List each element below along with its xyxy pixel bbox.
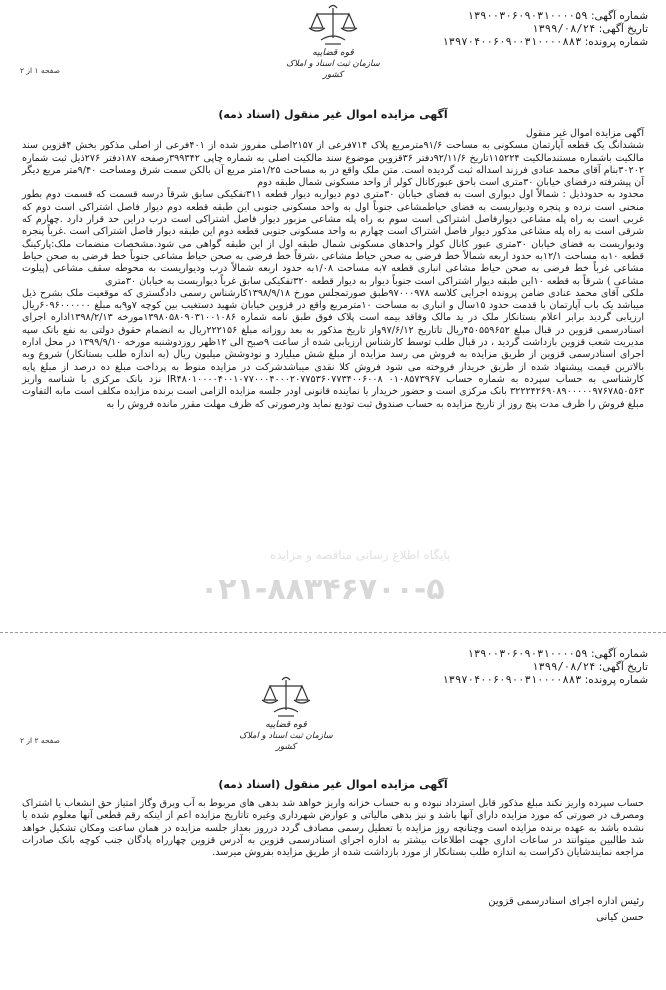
emblem-org-line1: قوه قضاییه	[265, 720, 307, 730]
emblem-org-line2: سازمان ثبت اسناد و املاک کشور	[239, 731, 333, 752]
watermark-text: پایگاه اطلاع رسانی مناقصه و مزایده	[270, 548, 451, 562]
file-number-label: شماره پرونده:	[584, 36, 648, 48]
ad-date-label: تاریخ آگهی:	[598, 23, 648, 35]
notice-title: آگهی مزایده اموال غیر منقول (اسناد ذمه)	[218, 778, 448, 791]
notice-paragraph: حساب سپرده واریز نکند مبلغ مذکور قابل استرداد نبوده و به حساب خزانه واریز خواهد شد بدهی های مربوط به آب وبرق وگاز امتیاز حق انشعاب یا اشتراک ومصرف در صورتی که مورد مزایده دارای آنها باشد و نیز بدهی مالیاتی و عوارض شهرداری وغیره تاتاریخ مزایده اعم از اینکه رقم قطعی آنها معلوم شده یا نشده باشد به عهده برنده مزایده است وچنانچه روز مزایده با تعطیل رسمی مصادف گردد درروز بعداز جلسه مزایده در همان ساعت ومکان تشکیل خواهد شد طالبین میتوانند در ساعات اداری جهت اطلاعات بیشتر به اداره اجرای اسنادرسمی قزوین به آدرس قزوین چهارراه پادگان جنب کوچه بانک صادرات مراجعه نمایندشایان ذکراست به اندازه طلب بستانکار از مورد بازداشت شده از طریق مزایده بفروش میرسد.	[22, 798, 644, 859]
emblem-org-line2: سازمان ثبت اسناد و املاک کشور	[286, 59, 380, 80]
file-number-label: شماره پرونده:	[584, 674, 648, 686]
document-page-2	[0, 640, 666, 990]
ad-number-label: شماره آگهی:	[590, 10, 648, 22]
ad-number-label: شماره آگهی:	[590, 648, 648, 660]
ad-date-value: ۱۳۹۹/۰۸/۲۴	[532, 661, 596, 673]
notice-paragraph: ملکی آقای محمد عنادی ضامن پرونده اجرایی کلاسه ۹۷۰۰۰۹۷۸طبق صورتمجلس مورخ ۱۳۹۸/۹/۱۸کارشناس رسمی دادگستری که موقعیت ملک بشرح ذیل میباشد یک باب آپارتمان با قدمت حدود ۱۵سال و انباری به مساحت ۱۰مترمربع واقع در قزوین خیابان شهید دستغیب بین کوچه ۷و۹به مبلغ ۶۰۹۶۰۰۰۰۰۰ریال ارزیابی گردید برابر اعلام بستانکار ملک در ید مالک وفاقد بیمه است پلاک فوق طبق نامه شماره ۱۳۹۸۰۵۸۰۹۰۳۱۰۰۱۰۸۶مورخه ۱۳۹۸/۲/۱۳اداره اجرای اسنادرسمی قزوین در قبال مبلغ ۴۵۰۵۵۹۶۵۲ریال تاتاریخ ۹۷/۶/۱۲واز تاریخ مذکور به بعد روزانه مبلغ ۲۲۲۱۵۶ریال به انضمام حقوق دولتی به نفع بانک سپه مدیریت شعب قزوین بازداشت گردید ، در قبال طلب توسط کارشناس ارزیابی شده از ساعت ۹صبح الی ۱۲ظهر روزدوشنبه مورخه ۱۳۹۹/۹/۱۰ در محل اداره اجرای اسنادرسمی قزوین از طریق مزایده به فروش می رسد مزایده از مبلغ شش میلیارد و نودوشش میلیون ریال (به اندازه طلب بستانکار) شروع وبه بالاترین قیمت پیشنهاد شده از طریق خریدار فروخته می شود فروش کلا نقدی میباشدشرکت در مزایده منوط به پرداخت مبلغ ده درصد از مبلغ پایه کارشناسی به حساب سپرده به شماره حساب ۰۱۰۸۵۷۳۹۶۷ IR۴۸۰۱۰۰۰۰۴۰۰۱۰۷۷۰۰۰۴۰۰۰۲۰۷۷۵۳۶۰۷۷۳۴۰۰۶۰۰۸ نزد بانک مرکزی با شناسه واریز ۳۲۲۲۴۲۶۹۰۸۹۰۰۰۰۰۹۷۶۷۸۵۰۵۶۳ بانک مرکزی است و حضور خریدار یا نماینده قانونی اودر جلسه مزایده الزامی است برنده مزایده مکلف است مابه التفاوت مبلغ فروش را ظرف مدت پنج روز از تاریخ مزایده به حساب صندوق ثبت تودیع نماید ودرصورتی که ظرف مهلت مقرر مانده فروش را به	[22, 287, 644, 410]
ad-number-value: ۱۳۹۰۰۳۰۶۰۹۰۳۱۰۰۰۰۵۹	[467, 648, 588, 660]
page-divider	[0, 632, 666, 633]
ad-date-label: تاریخ آگهی:	[598, 661, 648, 673]
ad-number-value: ۱۳۹۰۰۳۰۶۰۹۰۳۱۰۰۰۰۵۹	[467, 10, 588, 22]
file-number-value: ۱۳۹۷۰۴۰۰۶۰۹۰۰۳۱۰۰۰۰۸۸۳	[442, 674, 582, 686]
signature-title: رئیس اداره اجرای اسنادرسمی قزوین	[488, 896, 644, 907]
notice-body	[22, 798, 644, 859]
notice-paragraph: ششدانگ یک قطعه آپارتمان مسکونی به مساحت ۹۱/۶مترمربع پلاک ۷۱۴فرعی از ۲۱۵۷اصلی مفروز شده از ۴۰۱فرعی از اصلی مذکور بخش ۴قزوین سند مالکیت باشماره مستندمالکیت ۱۱۵۲۲۴تاریخ ۹۲/۱۱/۶دفتر ۳۶قزوین موضوع سند مالکیت اصلی به شماره چاپی ۳۹۹۳۴۲رصفحه ۱۸۷دفتر ۲۷۶ذیل ثبت شماره ۳۰۲۰۲بنام آقای محمد عنادی فرزند اسداله ثبت گردیده است. متن ملک واقع در به مساحت ۱/۲۵متر مربع آن بالکن سمت شرق ومساحت ۹/۴۰متر مربع دیگر آن پیشرفته درفضای خیابان ۳۰متری است باحق عبورکانال کولر از واحد مسکونی شمال طبقه دوم	[22, 140, 644, 189]
notice-title: آگهی مزایده اموال غیر منقول (اسناد ذمه)	[218, 108, 448, 121]
notice-paragraph: آگهی مزایده اموال غیر منقول	[525, 128, 644, 139]
judiciary-emblem	[228, 676, 344, 753]
emblem-org-line1: قوه قضاییه	[312, 48, 354, 58]
signature-name: حسن کیانی	[596, 912, 644, 923]
file-number-value: ۱۳۹۷۰۴۰۰۶۰۹۰۰۳۱۰۰۰۰۸۸۳	[442, 36, 582, 48]
judiciary-emblem-icon	[256, 676, 316, 720]
ad-number-row	[348, 10, 648, 23]
ad-meta-block	[348, 10, 648, 49]
ad-date-value: ۱۳۹۹/۰۸/۲۴	[532, 23, 596, 35]
ad-date-row	[348, 661, 648, 674]
ad-number-row	[348, 648, 648, 661]
file-number-row	[348, 674, 648, 687]
page-number: صفحه ۱ از ۲	[20, 66, 60, 75]
file-number-row	[348, 36, 648, 49]
page-number: صفحه ۲ از ۲	[20, 736, 60, 745]
watermark-phone: ۰۲۱-۸۸۳۴۶۷۰۰-۵	[200, 572, 445, 607]
ad-meta-block	[348, 648, 648, 687]
ad-date-row	[348, 23, 648, 36]
signature-block	[488, 894, 644, 926]
notice-paragraph: محدود به حدودذیل : شمالاً اول دیواری است به فضای خیابان ۳۰متری دوم دیواربه دیوار قطعه ۳۱۱تفکیکی سابق شرقاً درسه قسمت که قسمت دوم بطور منحنی است نرده و پنجره ودیواریست به فضای حیاطمشاعی جنوباً اول به واحد مسکونی جنوبی این طبقه قطعه دوم دیوار فاصل اشتراکی است دوم که غربی است به راه پله مشاعی دیوارفاصل اشتراکی است سوم به راه پله مشاعی مزبور دیوار فاصل اشتراکی است درب دراین حد قرار دارد .چهارم که شرقی است به راه پله مشاعی مذکور دیوار فاصل اشتراک است چهارم به واحد مسکونی جنوبی قطعه دوم این طبقه دیوار فاصل اشتراکی است .غرباً پنجره ودیواریست به فضای خیابان ۳۰متری عبور کانال کولر واحدهای مسکونی شمال طبقه اول از این طبقه گواهی می شود.مشخصات منضمات ملک:پارکینگ قطعه ۱۰به مساحت ۱۲/۱به حدود اربعه شمالاً خط فرضی به صحن حیاط مشاعی ،شرقاً خط فرضی به صحن حیاط مشاعی جنوباً خط فرضی به صحن حیاط مشاعی غرباً خط فرضی به صحن حیاط مشاعی انباری قطعه ۷به مساحت ۱/۰۸به حدود اربعه شمالاً درب ودیواریست به محوطه سقف مشاعی (پیلوت مشاعی ) شرقاً به قطعه ۱۰این طبقه دیوار اشتراکی است جنوباً دیوار به دیوار قطعه ۳۲۰تفکیکی سابق غرباً دیواریست به خیابان ۳۰متری	[22, 189, 645, 287]
notice-body	[22, 128, 644, 411]
